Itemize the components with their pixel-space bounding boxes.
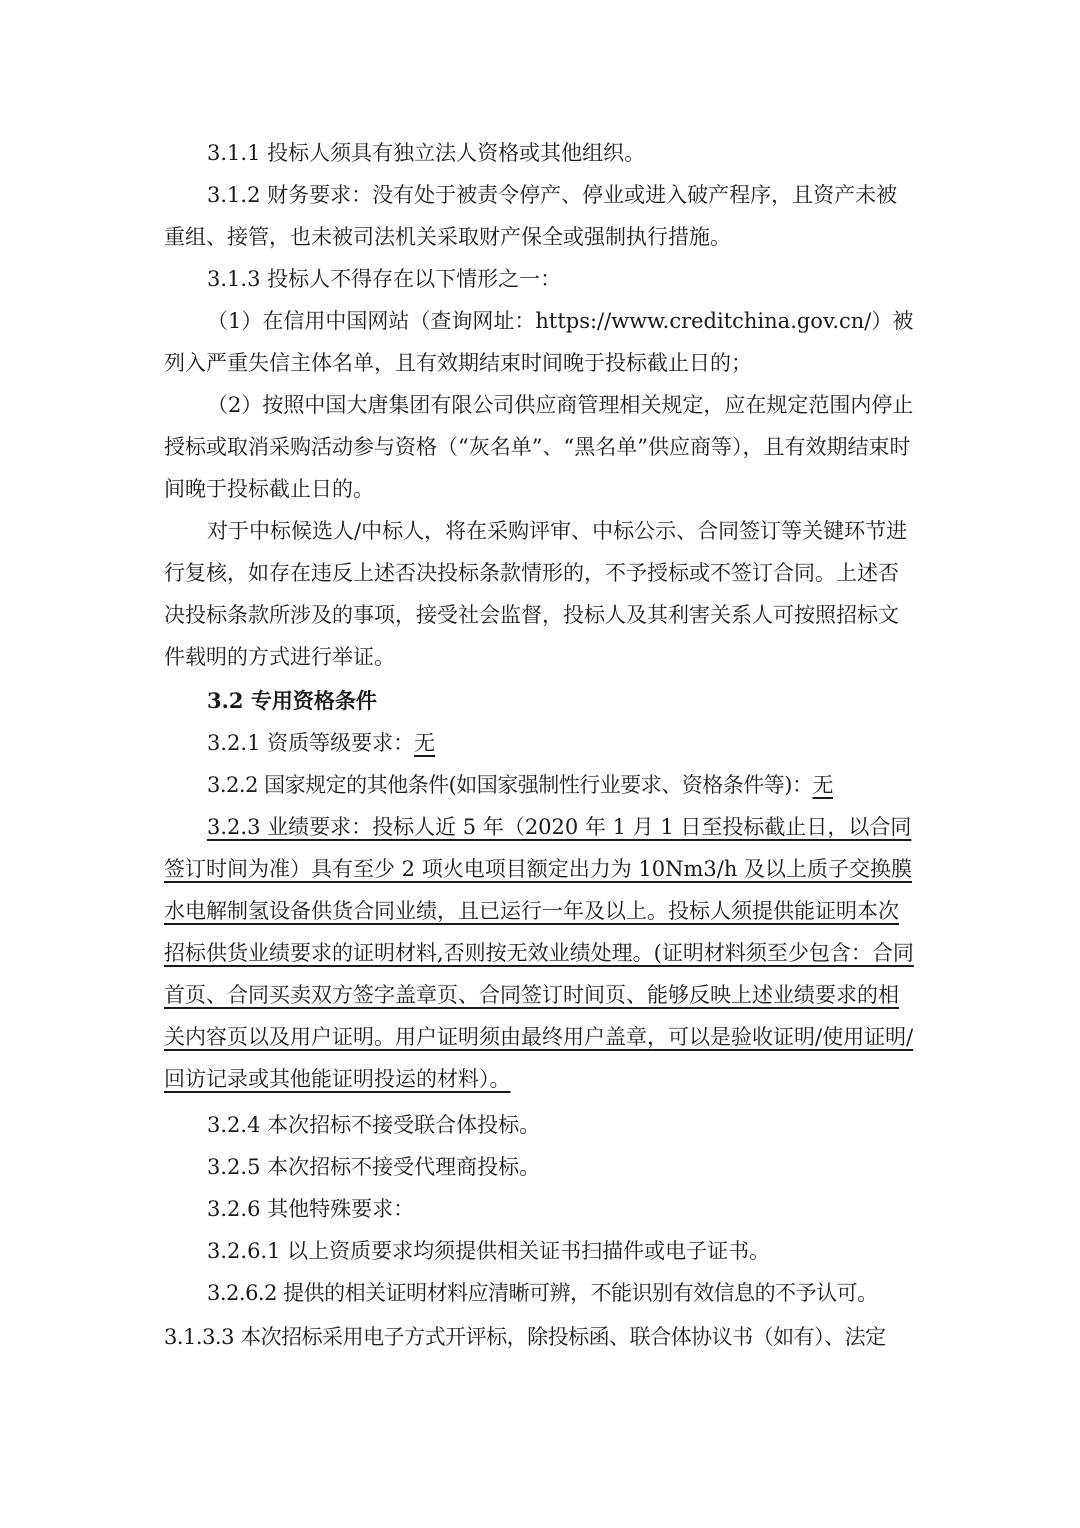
clause-3-2-2 — [164, 764, 916, 806]
section-heading-3-2: 3.2 专用资格条件 — [207, 688, 377, 713]
clause-3-1-1: 3.1.1 投标人须具有独立法人资格或其他组织。 — [207, 141, 646, 165]
clause-3-2-5: 3.2.5 本次招标不接受代理商投标。 — [207, 1155, 541, 1179]
clause-3-2-1-label: 3.2.1 资质等级要求： — [207, 731, 415, 755]
clause-3-2-1-value: 无 — [414, 731, 436, 755]
clause-3-1-3-3: 3.1.3.3 本次招标采用电子方式开评标，除投标函、联合体协议书（如有）、法定 — [164, 1325, 886, 1349]
clause-3-1-3: 3.1.3 投标人不得存在以下情形之一： — [207, 267, 562, 291]
clause-3-1-3-item-1: （1）在信用中国网站（查询网址：https://www.creditchina.gov.cn/）被列入严重失信主体名单，且有效期结束时间晚于投标截止日的； — [164, 309, 914, 375]
clause-3-2-6-1: 3.2.6.1 以上资质要求均须提供相关证书扫描件或电子证书。 — [207, 1239, 771, 1263]
clause-3-2-1 — [164, 722, 916, 764]
clause-3-2-3-text: 3.2.3 业绩要求：投标人近 5 年（2020 年 1 月 1 日至投标截止日，以合同签订时间为准）具有至少 2 项火电项目额定出力为 10Nm3/h 及以上质子交换膜水电解制氢设备供货合同业绩，且已运行一年及以上。投标人须提供能证明本次招标供货业绩要求的证明材料,否则按无效业绩处理。(证明材料须至少包含：合同首页、合同买卖双方签字盖章页、合同签订时间页、能够反映上述业绩要求的相关内容页以及用户证明。用户证明须由最终用户盖章，可以是验收证明/使用证明/回访记录或其他能证明投运的材料）。 — [164, 815, 914, 1091]
review-paragraph: 对于中标候选人/中标人，将在采购评审、中标公示、合同签订等关键环节进行复核，如存在违反上述否决投标条款情形的，不予授标或不签订合同。上述否决投标条款所涉及的事项，接受社会监督，投标人及其利害关系人可按照招标文件载明的方式进行举证。 — [164, 519, 908, 669]
clause-3-2-2-value: 无 — [812, 773, 833, 797]
clause-3-1-3-item-2: （2）按照中国大唐集团有限公司供应商管理相关规定，应在规定范围内停止授标或取消采购活动参与资格（“灰名单”、“黑名单”供应商等），且有效期结束时间晚于投标截止日的。 — [164, 393, 914, 501]
clause-3-1-2: 3.1.2 财务要求：没有处于被责令停产、停业或进入破产程序，且资产未被重组、接管，也未被司法机关采取财产保全或强制执行措施。 — [164, 183, 898, 249]
clause-3-2-4: 3.2.4 本次招标不接受联合体投标。 — [207, 1113, 541, 1137]
clause-3-2-6: 3.2.6 其他特殊要求： — [207, 1197, 415, 1221]
clause-3-2-3 — [164, 806, 916, 1100]
clause-3-2-2-label: 3.2.2 国家规定的其他条件(如国家强制性行业要求、资格条件等)： — [207, 773, 813, 797]
clause-3-2-6-2: 3.2.6.2 提供的相关证明材料应清晰可辨，不能识别有效信息的不予认可。 — [207, 1281, 878, 1305]
